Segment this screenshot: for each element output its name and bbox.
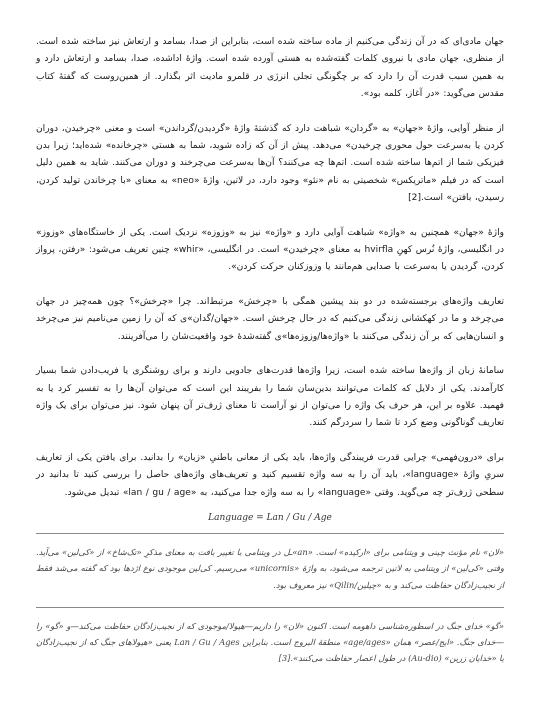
language-formula: Language = Lan / Gu / Age (208, 512, 332, 523)
paragraph-4: تعاریف واژه‌های برجسته‌شده در دو بند پیشین همگی با «چرخش» مرتبط‌اند. چرا «چرخش»؟ چون همه‌چیز در جهان می‌چرخد و ما در کهکشانی زندگی می‌کنیم که در حال چرخش است. «جهان/گدان»ی که آن را زمین می‌نامیم نیز می‌چرخد و انسان‌هایی که بر آن زندگی می‌کنند با «واژه‌ها/وزوزه‌ها»ی گفته‌شدهٔ خود واقعیت‌شان را می‌آفرینند. (36, 296, 504, 342)
paragraph-2: از منظر آوایی، واژهٔ «جهان» به «گردان» شباهت دارد که گذشتهٔ واژهٔ «گردیدن/گرداندن» است و معنی «چرخیدن، دوران کردن یا به‌سرعت حول محوری چرخیدن» می‌دهد. پیش از آن که زاده شوید، شما به هستی «چرخانده» شده‌اید؛ زیرا بدن فیزیکی شما از اتم‌ها ساخته شده است. اتم‌ها چه می‌کنند؟ آن‌ها به‌سرعت می‌چرخند و دوران می‌کنند. شاید به همین دلیل است که در فیلم «ماتریکس» شخصیتی به نام «نئو» وجود دارد، در لاتین، واژهٔ «neo» به معنای «با چرخاندن تولید کردن، رسیدن، بافتن» است.[2] (36, 123, 505, 204)
section-divider (36, 533, 504, 534)
paragraph-6: برای «درون‌فهمی» چرایی قدرت فریبندگی واژه‌ها، باید یکی از معانی باطنیِ «زبان» را بدانید. برای یافتن یکی از تعاریف سریِ واژهٔ «language»، باید آن را به سه واژه تقسیم کنید و تعریف‌های واژه‌های حاصل را بررسی کنید تا بدانید در سطحی ژرف‌تر چه می‌گوید. وقتی «language» را به سه واژه جدا می‌کنید، به «lan / gu / age» تبدیل می‌شود. (36, 452, 505, 498)
note-lan: «لان» نام مؤنث چینی و ویتنامی برای «ارکیده» است. «an»ـل در ویتنامی با تغییر بافت به معنای مذکرِ «تک‌شاخ» از «کی‌لین» می‌آید. وقتی «کی‌لین» از ویتنامی به لاتین ترجمه می‌شود، به واژهٔ «unicornis» می‌رسیم. کی‌لین موجودی نوع اژدها بود که گفته می‌شد فقط از نجیب‌زادگان حفاظت می‌کند و به «چیلین/Qilin» نیز معروف بود. (36, 546, 504, 590)
section-divider-2 (36, 607, 504, 608)
paragraph-3: واژهٔ «جهان» همچنین به «واژه» شباهت آوایی دارد و «واژه» نیز به «وزوزه» نزدیک است. یکی از خاستگاه‌های «وزوز» در انگلیسی، واژهٔ نُرس کهنِ hvirfla به معنای «چرخیدن» است. در انگلیسی، «whir» چنین تعریف می‌شود: «رفتن، پرواز کردن، گردیدن یا به‌سرعت با صدایی هم‌مانند یا وزوزکنان حرکت کردن». (36, 227, 504, 273)
note-gu: «گو» خدای جنگ در اسطوره‌شناسی داهومه است. اکنون «لان» را داریم—هیولا/موجودی که از نجیب‌زادگان حفاظت می‌کند—و «گو» را—خدای جنگ. «ایج/عصر» همان «age/ages» منطقهٔ البروج است. بنابراین Lan / Gu / Ages یعنی «هیولاهای جنگ که از نجیب‌زادگان یا «خدایان زرین» (Au-dio) در طول اعصار حفاظت می‌کنند».[3] (36, 620, 504, 664)
paragraph-5: سامانهٔ زبان از واژه‌ها ساخته شده است، زیرا واژه‌ها قدرت‌های جادویی دارند و برای روشنگری یا فریب‌دادن شما بسیار کارآمدند. یکی از دلایل که کلمات می‌توانند بدین‌سان شما را بفریبند این است که می‌توان آن‌ها را به تفسیر کرد یا به فهمید. علاوه بر این، هر حرف یک واژه را می‌توان از نو آراست تا معنای ژرف‌تر آن پنهان شود. نیز می‌توان برای یک واژه تعاریف گوناگونی وضع کرد تا شما را سردرگم کنند. (36, 366, 504, 429)
paragraph-1: جهان مادی‌ای که در آن زندگی می‌کنیم از ماده ساخته شده است، بنابراین از صدا، بسامد و ارتعاش نیز ساخته شده است. از منظری، جهان مادی با نیروی کلمات گفته‌شده به هستی آورده شده است. واژهٔ ادا‌شده، صدا، بسامد و ارتعاش دارد و به همین سبب قدرت آن را دارد که بر چگونگی تجلی انرژی در قلمرو مادیت اثر بگذارد. از همین‌روست که گفتهٔ کتاب مقدس می‌گوید: «در آغاز، کلمه بود». (36, 37, 504, 100)
